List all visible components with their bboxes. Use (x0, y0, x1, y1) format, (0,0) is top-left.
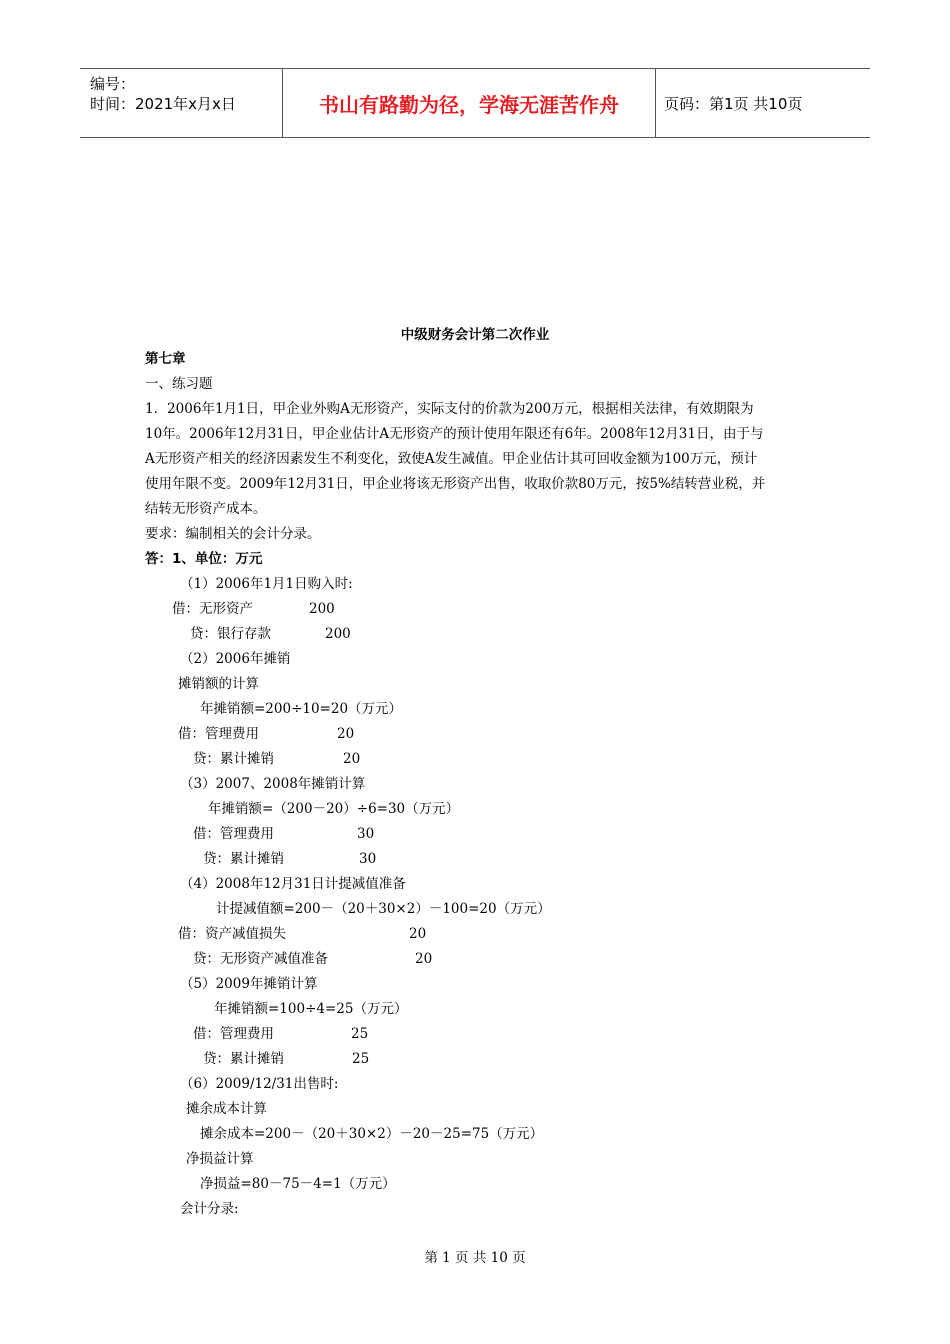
entry-heading: 会计分录: (180, 1201, 239, 1217)
requirement: 要求：编制相关的会计分录。 (145, 526, 321, 542)
entry-credit: 贷：无形资产减值准备 (193, 951, 328, 967)
question-line: 10年。2006年12月31日，甲企业估计A无形资产的预计使用年限还有6年。2008年12月31日，由于与 (145, 426, 764, 442)
step-subheading: 摊销额的计算 (178, 676, 259, 692)
entry-credit: 贷：累计摊销 (203, 851, 284, 867)
entry-debit: 借：管理费用 (193, 1026, 274, 1042)
step-subheading: 净损益计算 (186, 1151, 254, 1167)
entry-amount: 30 (357, 826, 375, 842)
step-1: （1）2006年1月1日购入时: (180, 576, 353, 592)
document-header (80, 68, 870, 138)
entry-debit: 借：管理费用 (178, 726, 259, 742)
answer-heading: 答：1、单位：万元 (145, 551, 263, 567)
question-line: 结转无形资产成本。 (145, 501, 267, 517)
entry-amount: 200 (325, 626, 351, 642)
entry-credit: 贷：累计摊销 (193, 751, 274, 767)
header-motto: 书山有路勤为径，学海无涯苦作舟 (283, 69, 656, 137)
entry-amount: 20 (343, 751, 361, 767)
calculation: 年摊销额=200÷10=20（万元） (200, 701, 403, 717)
entry-amount: 20 (337, 726, 355, 742)
entry-debit: 借：无形资产 (172, 601, 253, 617)
question-line: 1．2006年1月1日，甲企业外购A无形资产，实际支付的价款为200万元，根据相关法律，有效期限为 (145, 401, 754, 417)
document-title: 中级财务会计第二次作业 (400, 327, 550, 343)
step-3: （3）2007、2008年摊销计算 (180, 776, 366, 792)
calculation: 年摊销额=100÷4=25（万元） (214, 1001, 408, 1017)
step-4: （4）2008年12月31日计提减值准备 (180, 876, 406, 892)
entry-credit: 贷：银行存款 (190, 626, 271, 642)
page-footer: 第 1 页 共 10 页 (424, 1250, 526, 1266)
time-label: 时间：2021年x月x日 (90, 95, 236, 113)
step-5: （5）2009年摊销计算 (180, 976, 318, 992)
number-label: 编号： (90, 75, 136, 93)
entry-amount: 200 (309, 601, 335, 617)
step-subheading: 摊余成本计算 (186, 1101, 267, 1117)
entry-credit: 贷：累计摊销 (203, 1051, 284, 1067)
step-6: （6）2009/12/31出售时: (180, 1076, 339, 1092)
entry-debit: 借：管理费用 (193, 826, 274, 842)
entry-amount: 30 (359, 851, 377, 867)
entry-amount: 25 (351, 1026, 369, 1042)
entry-debit: 借：资产减值损失 (178, 926, 286, 942)
step-2: （2）2006年摊销 (180, 651, 291, 667)
section-heading: 一、练习题 (145, 376, 213, 392)
question-line: 使用年限不变。2009年12月31日，甲企业将该无形资产出售，收取价款80万元，按5%结转营业税，并 (145, 476, 766, 492)
header-page-info (656, 69, 870, 137)
calculation: 计提减值额=200－（20＋30×2）－100=20（万元） (216, 901, 551, 917)
calculation: 年摊销额=（200－20）÷6=30（万元） (208, 801, 460, 817)
chapter-heading: 第七章 (145, 351, 186, 367)
question-line: A无形资产相关的经济因素发生不利变化，致使A发生减值。甲企业估计其可回收金额为100万元，预计 (145, 451, 758, 467)
entry-amount: 20 (409, 926, 427, 942)
entry-amount: 25 (352, 1051, 370, 1067)
page-info-text: 页码：第1页 共10页 (664, 94, 803, 113)
calculation: 净损益=80－75－4=1（万元） (200, 1176, 396, 1192)
header-meta (80, 69, 283, 137)
calculation: 摊余成本=200－（20＋30×2）－20－25=75（万元） (200, 1126, 544, 1142)
entry-amount: 20 (415, 951, 433, 967)
